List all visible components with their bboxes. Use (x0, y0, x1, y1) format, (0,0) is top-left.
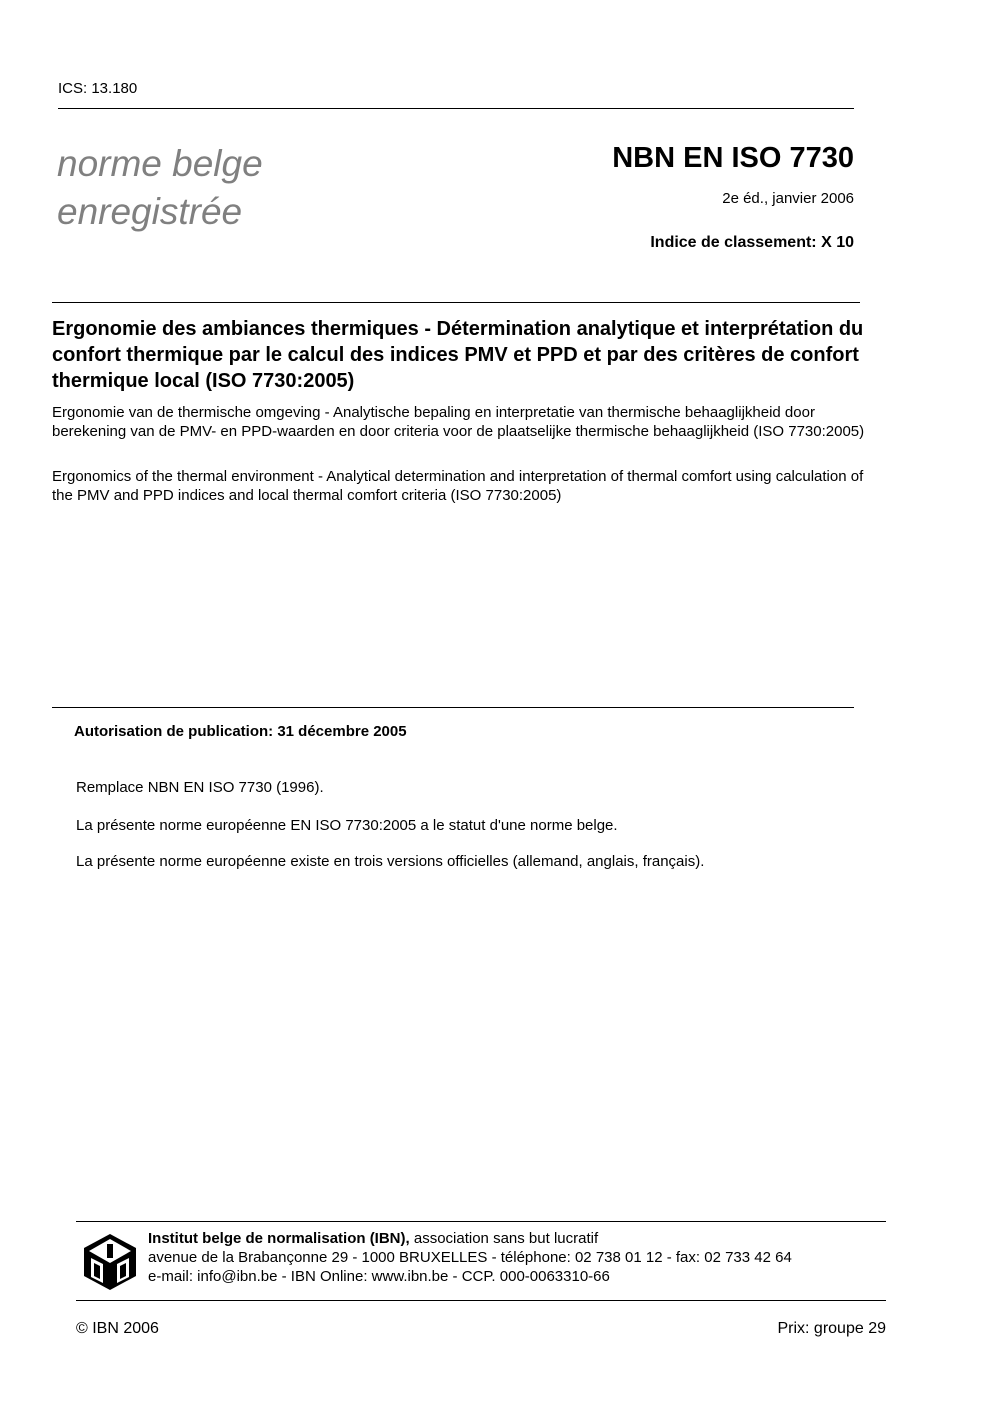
title-english: Ergonomics of the thermal environment - Analytical determination and interpretation of thermal comfort using calculation of the PMV and PPD indices and local thermal comfort criteria (ISO 7730:2005) (52, 468, 864, 504)
title-dutch: Ergonomie van de thermische omgeving - Analytische bepaling en interpretatie van thermische behaaglijkheid door berekening van de PMV- en PPD-waarden en door criteria voor de plaatselijke thermische behaaglijkheid (ISO 7730:2005) (52, 404, 865, 440)
norme-belge-label (57, 140, 263, 236)
title-french: Ergonomie des ambiances thermiques - Détermination analytique et interprétation du confort thermique par le calcul des indices PMV et PPD et par des critères de confort thermique local (ISO 7730:2005) (52, 318, 864, 392)
standard-number: NBN EN ISO 7730 (612, 142, 854, 174)
footer-top-divider (76, 1221, 886, 1222)
classification-index: Indice de classement: X 10 (650, 234, 854, 251)
institute-name: Institut belge de normalisation (IBN), (148, 1230, 410, 1247)
footer-bottom-divider (76, 1300, 886, 1301)
norme-belge-line-1: norme belge (57, 143, 263, 184)
note-versions: La présente norme européenne existe en trois versions officielles (allemand, anglais, français). (76, 853, 705, 870)
edition-date: 2e éd., janvier 2006 (722, 190, 854, 207)
title-divider (52, 302, 860, 303)
copyright: © IBN 2006 (76, 1320, 159, 1337)
norme-belge-line-2: enregistrée (57, 191, 243, 232)
institute-address: avenue de la Brabançonne 29 - 1000 BRUXELLES - téléphone: 02 738 01 12 - fax: 02 733 42 64 (148, 1249, 792, 1266)
ics-code: ICS: 13.180 (58, 80, 138, 97)
price-group: Prix: groupe 29 (777, 1320, 886, 1337)
publication-authorization: Autorisation de publication: 31 décembre 2005 (74, 723, 407, 740)
publication-divider (52, 707, 854, 708)
note-replaces: Remplace NBN EN ISO 7730 (1996). (76, 779, 324, 796)
institute-contact: e-mail: info@ibn.be - IBN Online: www.ibn.be - CCP. 000-0063310-66 (148, 1268, 610, 1285)
ibn-logo-icon (83, 1233, 137, 1291)
institute-description: association sans but lucratif (413, 1230, 599, 1247)
footer-info (148, 1229, 792, 1286)
institute-line (148, 1229, 792, 1248)
header-divider (58, 108, 854, 109)
note-status: La présente norme européenne EN ISO 7730:2005 a le statut d'une norme belge. (76, 817, 618, 834)
